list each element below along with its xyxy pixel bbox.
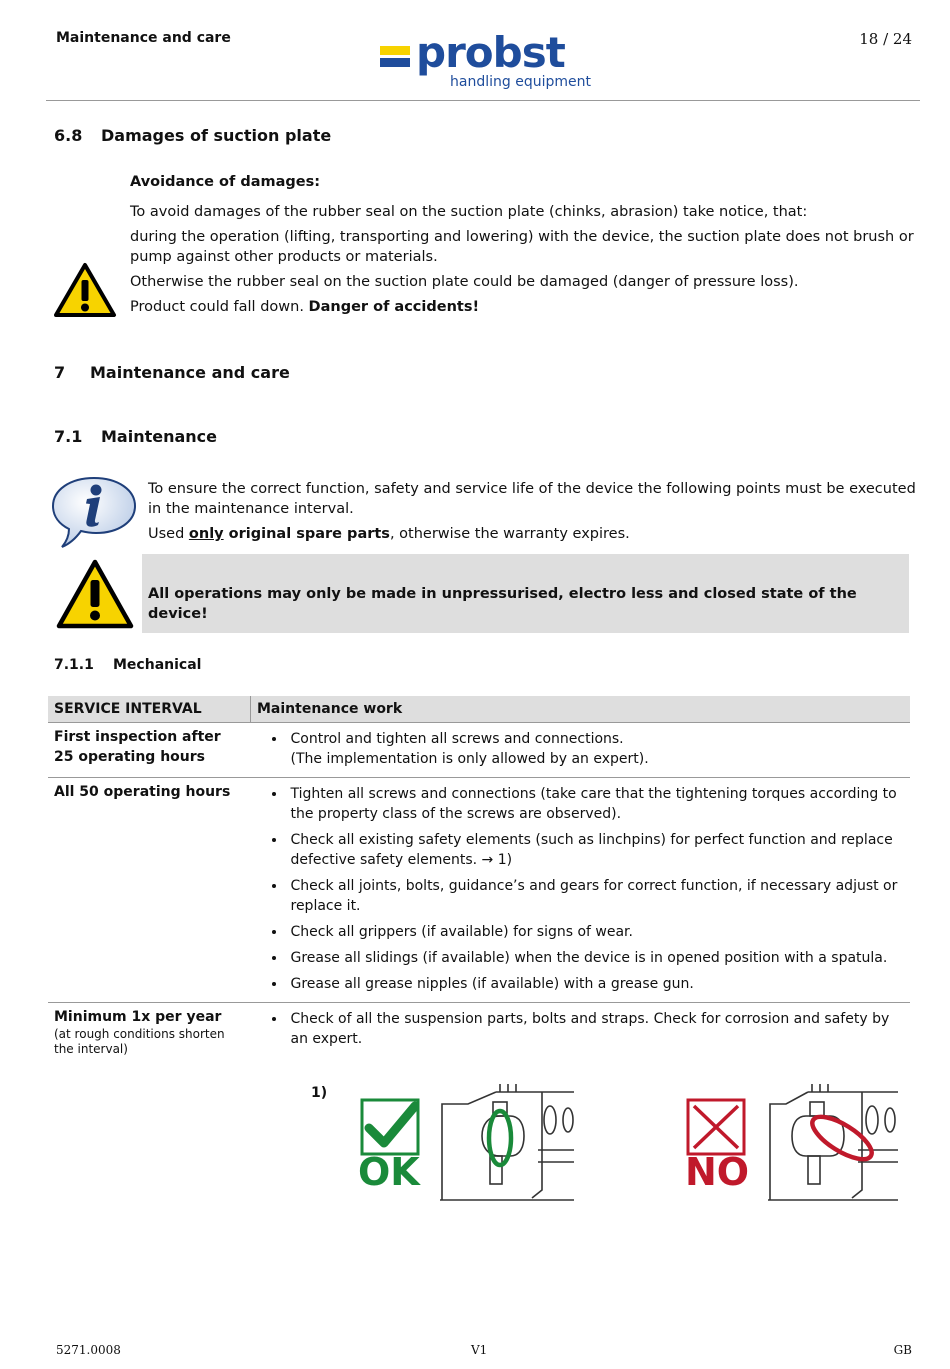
work-cell: [251, 1003, 911, 1064]
interval-cell: [48, 1003, 251, 1064]
header-section-title: Maintenance and care: [56, 30, 231, 46]
work-item: • Grease all slidings (if available) when the device is in opened position with a spatula.: [287, 948, 905, 968]
header-service-interval: SERVICE INTERVAL: [48, 696, 251, 723]
section-number: 6.8: [54, 126, 83, 145]
linchpin-correct-illustration: [438, 1080, 578, 1206]
logo-word: probst: [416, 28, 565, 77]
probst-logo: [380, 28, 595, 94]
ok-label: OK: [358, 1150, 420, 1194]
work-item: • Grease all grease nipples (if available) with a grease gun.: [287, 974, 905, 994]
interval-text: Minimum 1x per year: [54, 1009, 222, 1025]
footer-language: GB: [893, 1343, 912, 1357]
avoid-paragraph-3: Otherwise the rubber seal on the suction plate could be damaged (danger of pressure loss).: [130, 274, 799, 290]
interval-cell: First inspection after 25 operating hours: [48, 723, 251, 778]
logo-subtitle: handling equipment: [450, 74, 591, 90]
warning-triangle-icon: [55, 558, 135, 630]
section-title: Maintenance: [101, 427, 218, 446]
work-cell: [251, 778, 911, 1003]
accident-warning: Danger of accidents!: [308, 299, 480, 315]
warning-triangle-icon: [53, 262, 117, 318]
section-title: Mechanical: [113, 657, 202, 673]
work-item: • Tighten all screws and connections (take care that the tightening torques according to the property class of the screws are observed).: [287, 784, 905, 824]
interval-cell: All 50 operating hours: [48, 778, 251, 1003]
table-row: [48, 723, 910, 778]
section-6-8-heading: [54, 126, 331, 145]
spare-parts-note: [148, 524, 918, 544]
avoidance-subheading: Avoidance of damages:: [130, 174, 321, 190]
info-speech-bubble-icon: [50, 474, 138, 550]
maintenance-table: [48, 696, 910, 1063]
info-paragraph: To ensure the correct function, safety and service life of the device the following points must be executed in the maintenance interval.: [148, 481, 916, 517]
no-label: NO: [685, 1150, 750, 1194]
header-divider: [46, 100, 920, 101]
figure-reference: 1): [311, 1085, 328, 1101]
avoid-paragraph-4: [130, 297, 925, 317]
interval-note: (at rough conditions shorten the interval): [54, 1027, 225, 1056]
section-title: Damages of suction plate: [101, 126, 332, 145]
section-7-1-heading: [54, 427, 217, 446]
section-title: Maintenance and care: [90, 363, 290, 382]
section-number: 7: [54, 363, 66, 382]
accident-text: Product could fall down.: [130, 299, 309, 315]
avoid-paragraph-1: To avoid damages of the rubber seal on the suction plate (chinks, abrasion) take notice, that:: [130, 204, 808, 220]
table-row: [48, 1003, 910, 1064]
work-item: • Check all grippers (if available) for signs of wear.: [287, 922, 905, 942]
work-cell: [251, 723, 911, 778]
avoid-paragraph-2: during the operation (lifting, transporting and lowering) with the device, the suction plate does not brush or pump against other products or materials.: [130, 229, 914, 265]
section-7-heading: [54, 363, 290, 382]
section-number: 7.1.1: [54, 657, 94, 673]
work-item: • Check of all the suspension parts, bolts and straps. Check for corrosion and safety by an expert.: [287, 1009, 905, 1049]
logo-mark-icon: [380, 46, 410, 70]
footer-doc-number: 5271.0008: [56, 1343, 121, 1357]
header-maintenance-work: Maintenance work: [251, 696, 911, 723]
work-item: • Check all existing safety elements (such as linchpins) for perfect function and replace defective safety elements. → 1): [287, 830, 905, 870]
page-number: 18 / 24: [859, 30, 912, 48]
footer-version: V1: [471, 1343, 488, 1357]
linchpin-wrong-illustration: [766, 1080, 902, 1206]
used-only: only: [188, 526, 224, 542]
used-post: , otherwise the warranty expires.: [389, 526, 630, 542]
used-pre: Used: [148, 526, 189, 542]
work-item: • Control and tighten all screws and connections. (The implementation is only allowed by an expert).: [287, 729, 905, 769]
table-row: [48, 778, 910, 1003]
warning-box-text: All operations may only be made in unpressurised, electro less and closed state of the device!: [148, 586, 857, 622]
used-parts: original spare parts: [223, 526, 390, 542]
work-item: • Check all joints, bolts, guidance’s and gears for correct function, if necessary adjust or replace it.: [287, 876, 905, 916]
section-number: 7.1: [54, 427, 83, 446]
section-7-1-1-heading: [54, 657, 201, 673]
